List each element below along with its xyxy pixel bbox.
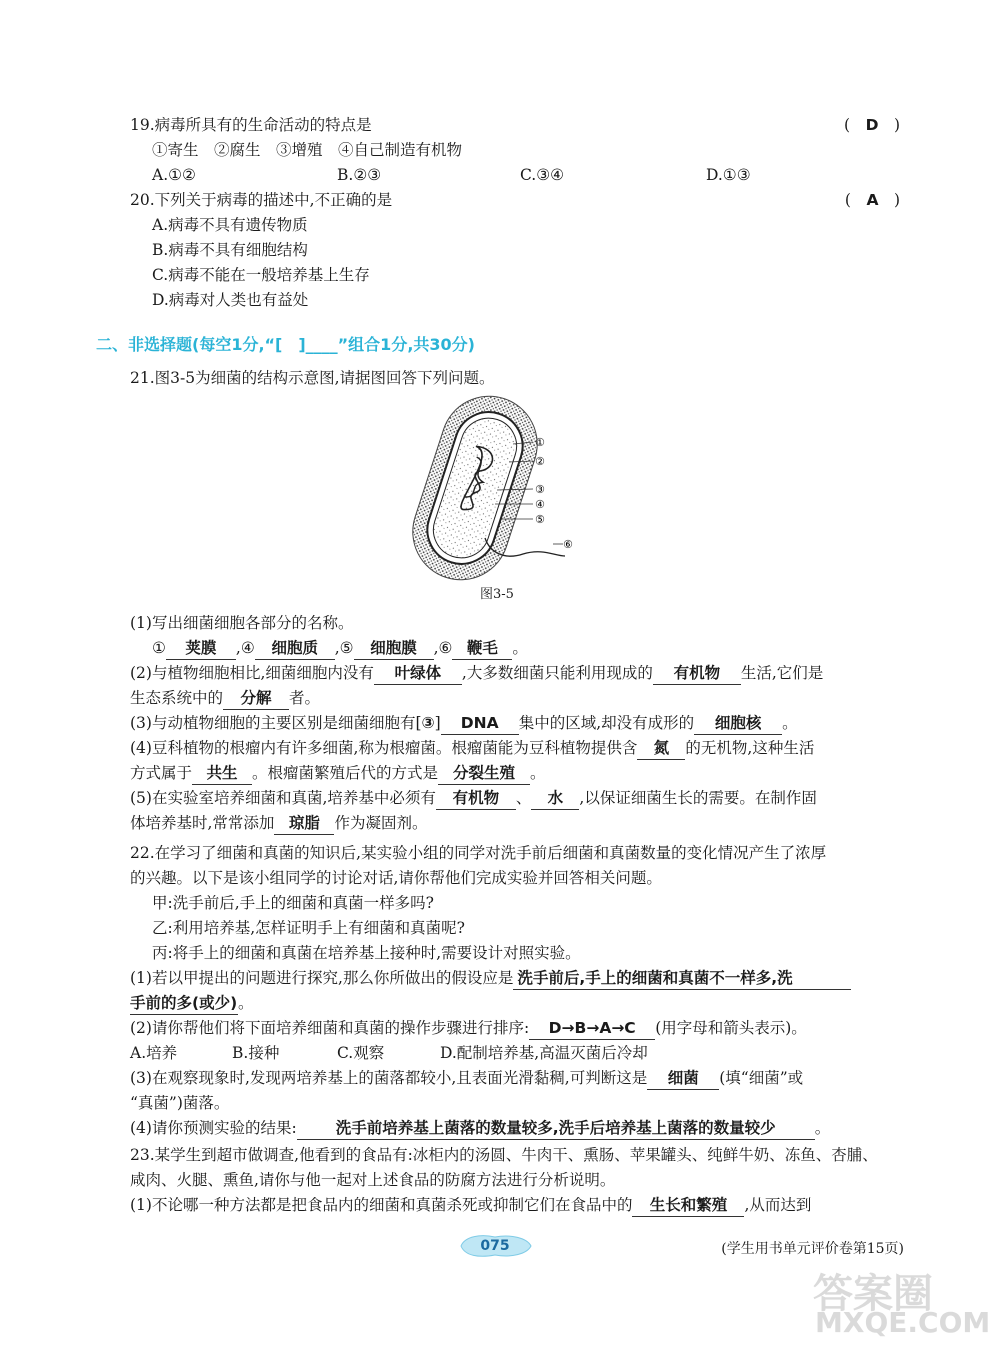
- q21-part3: (3)与动植物细胞的主要区别是细菌细胞有[③] DNA 集中的区域,却没有成形的 细胞核 。: [130, 712, 798, 735]
- q20-option-b: B.病毒不具有细胞结构: [152, 241, 308, 259]
- label-2: ②: [535, 455, 545, 468]
- q20-option-a: A.病毒不具有遗传物质: [152, 216, 308, 234]
- q22-dialog-yi: 乙:利用培养基,怎样证明手上有细菌和真菌呢?: [152, 919, 465, 937]
- bacterium-diagram: [405, 388, 590, 586]
- q23-part1: (1)不论哪一种方法都是把食品内的细菌和真菌杀死或抑制它们在食品中的 生长和繁殖 ,从而达到: [130, 1194, 811, 1217]
- q21-part1: (1)写出细菌细胞各部分的名称。: [130, 614, 354, 632]
- label-3: ③: [535, 483, 545, 496]
- q20-option-c: C.病毒不能在一般培养基上生存: [152, 266, 370, 284]
- q21-part2-line2: 生态系统中的 分解 者。: [130, 687, 320, 710]
- q22-part1-line1: (1)若以甲提出的问题进行探究,那么你所做出的假设应是 洗手前后,手上的细菌和真菌不一样多,洗: [130, 967, 851, 990]
- section-heading: 二、非选择题(每空1分,“[ ]____”组合1分,共30分): [96, 335, 475, 354]
- q20-stem: 20.下列关于病毒的描述中,不正确的是: [130, 191, 393, 209]
- q21-part1-answers: ① 荚膜 ,④ 细胞质 ,⑤ 细胞膜 ,⑥ 鞭毛 。: [152, 637, 528, 660]
- q21-stem: 21.图3-5为细菌的结构示意图,请据图回答下列问题。: [130, 369, 495, 387]
- q22-dialog-bing: 丙:将手上的细菌和真菌在培养基上接种时,需要设计对照实验。: [152, 944, 581, 962]
- q21-part4-line1: (4)豆科植物的根瘤内有许多细菌,称为根瘤菌。根瘤菌能为豆科植物提供含 氮 的无机物,这种生活: [130, 737, 814, 760]
- label-4: ④: [535, 498, 545, 511]
- q22-part3-line2: “真菌”)菌落。: [130, 1094, 230, 1112]
- figure-caption: 图3-5: [480, 587, 514, 602]
- q19-option-d: D.①③: [706, 166, 751, 184]
- q22-option-d: D.配制培养基,高温灭菌后冷却: [440, 1044, 648, 1062]
- q19-option-c: C.③④: [520, 166, 565, 184]
- q22-stem-line2: 的兴趣。以下是该小组同学的讨论对话,请你帮他们完成实验并回答相关问题。: [130, 869, 662, 887]
- q23-stem-line1: 23.某学生到超市做调查,他看到的食品有:冰柜内的汤圆、牛肉干、熏肠、苹果罐头、纯鲜牛奶、冻鱼、杏脯、: [130, 1146, 878, 1164]
- q22-option-c: C.观察: [337, 1044, 385, 1062]
- page-number: 075: [455, 1232, 535, 1260]
- q19-answer: ( D ): [844, 116, 900, 134]
- q19-stem: 19.病毒所具有的生命活动的特点是: [130, 116, 372, 134]
- q21-part5-line1: (5)在实验室培养细菌和真菌,培养基中必须有 有机物 、 水 ,以保证细菌生长的需要。在制作固: [130, 787, 817, 810]
- q22-stem-line1: 22.在学习了细菌和真菌的知识后,某实验小组的同学对洗手前后细菌和真菌数量的变化情况产生了浓厚: [130, 844, 827, 862]
- watermark-text-2: MXQE.COM: [815, 1306, 991, 1339]
- watermark-text-1: 答案圈: [813, 1271, 933, 1317]
- q22-part3-line1: (3)在观察现象时,发现两培养基上的菌落都较小,且表面光滑黏稠,可判断这是 细菌 (填“细菌”或: [130, 1067, 803, 1090]
- q22-option-b: B.接种: [232, 1044, 280, 1062]
- footer-page-label: (学生用书单元评价卷第15页): [721, 1241, 904, 1257]
- q22-option-a: A.培养: [130, 1044, 178, 1062]
- label-6: ⑥: [563, 538, 573, 551]
- q23-stem-line2: 咸肉、火腿、熏鱼,请你与他一起对上述食品的防腐方法进行分析说明。: [130, 1171, 616, 1189]
- label-1: ①: [535, 436, 545, 449]
- label-5: ⑤: [535, 513, 545, 526]
- q22-part1-line2: 手前的多(或少)。: [130, 992, 254, 1015]
- watermark-logo: [795, 1262, 995, 1342]
- q19-option-a: A.①②: [152, 166, 196, 184]
- q22-part4: (4)请你预测实验的结果: 洗手前培养基上菌落的数量较多,洗手后培养基上菌落的数量较少 。: [130, 1117, 830, 1140]
- q19-items: ①寄生 ②腐生 ③增殖 ④自己制造有机物: [152, 141, 463, 159]
- q21-part5-line2: 体培养基时,常常添加 琼脂 作为凝固剂。: [130, 812, 427, 835]
- q20-answer: ( A ): [844, 191, 900, 209]
- q22-dialog-jia: 甲:洗手前后,手上的细菌和真菌一样多吗?: [152, 894, 434, 912]
- q22-part2: (2)请你帮他们将下面培养细菌和真菌的操作步骤进行排序: D→B→A→C (用字母和箭头表示)。: [130, 1017, 807, 1040]
- q21-part2-line1: (2)与植物细胞相比,细菌细胞内没有 叶绿体 ,大多数细菌只能利用现成的 有机物 生活,它们是: [130, 662, 823, 685]
- q19-option-b: B.②③: [337, 166, 382, 184]
- q21-part4-line2: 方式属于 共生 。根瘤菌繁殖后代的方式是 分裂生殖 。: [130, 762, 546, 785]
- q20-option-d: D.病毒对人类也有益处: [152, 291, 309, 309]
